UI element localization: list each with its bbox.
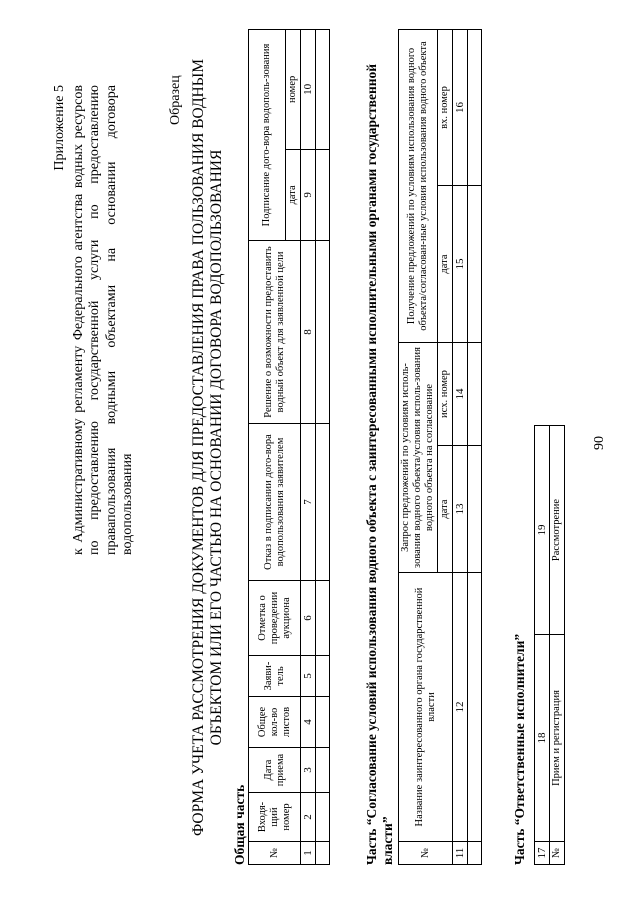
col-no: № xyxy=(550,842,565,865)
col-request: Запрос предложений по условиям исполь-зования водного объекта/условия исполь-зования водного объекта на согласование xyxy=(399,343,438,573)
col-number: 15 xyxy=(453,186,468,343)
empty-cell xyxy=(316,581,330,656)
form-title-line-1: ФОРМА УЧЕТА РАССМОТРЕНИЯ ДОКУМЕНТОВ ДЛЯ ПРЕДОСТАВЛЕНИЯ ПРАВА ПОЛЬЗОВАНИЯ ВОДНЫМ xyxy=(190,58,207,837)
col-number: 6 xyxy=(301,581,316,656)
col-date-received: Дата приема xyxy=(249,748,301,793)
col-no: № xyxy=(249,842,301,865)
col-number: 1 xyxy=(301,842,316,865)
form-title-line-2: ОБЪЕКТОМ ИЛИ ЕГО ЧАСТЬЮ НА ОСНОВАНИИ ДОГОВОРА ВОДОПОЛЬЗОВАНИЯ xyxy=(208,149,225,746)
col-receipt-date: дата xyxy=(438,186,453,343)
col-number: 12 xyxy=(453,573,468,842)
col-number: 4 xyxy=(301,697,316,748)
col-incoming: Входя-щий номер xyxy=(249,793,301,842)
appendix-block xyxy=(52,85,137,555)
col-number: 7 xyxy=(301,424,316,581)
empty-cell xyxy=(468,573,482,842)
general-section-title: Общая часть xyxy=(232,784,247,865)
col-review: Рассмотрение xyxy=(550,426,565,635)
col-number: 3 xyxy=(301,748,316,793)
col-intake: Прием и регистрация xyxy=(550,635,565,842)
col-request-out-number: исх. номер xyxy=(438,343,453,446)
appendix-body: к Административному регламенту Федерального агентства водных ресурсов по предоставлению государственной услуги по предоставлению правапользования водными объектами на основании договора водопользования xyxy=(70,85,135,555)
appendix-title: Приложение 5 xyxy=(52,85,67,171)
col-authority: Название заинтересованного органа государственной власти xyxy=(399,573,453,842)
col-number: 19 xyxy=(535,426,550,635)
col-number: 18 xyxy=(535,635,550,842)
empty-cell xyxy=(316,656,330,697)
col-decision: Решение о возможности предоставить водный объект для заявленной цели xyxy=(249,241,301,424)
executors-table xyxy=(534,425,565,865)
col-refusal: Отказ в подписании дого-вора водопользования заявителем xyxy=(249,424,301,581)
page-number: 90 xyxy=(592,436,607,450)
empty-cell xyxy=(316,793,330,842)
empty-cell xyxy=(316,842,330,865)
empty-cell xyxy=(468,186,482,343)
col-number: 17 xyxy=(535,842,550,865)
col-receipt-in-number: вх. номер xyxy=(438,30,453,186)
empty-cell xyxy=(316,30,330,150)
col-number: 10 xyxy=(301,30,316,150)
col-number: 8 xyxy=(301,241,316,424)
executors-section-title: Часть “Ответственные исполнители” xyxy=(512,633,527,865)
empty-cell xyxy=(316,697,330,748)
empty-cell xyxy=(468,30,482,186)
coordination-section-title: Часть “Согласование условий использования водного объекта с заинтересованными исполнительными органами государственной власти” xyxy=(364,63,395,865)
col-no: № xyxy=(399,842,453,865)
col-signing-number: номер xyxy=(286,30,301,150)
empty-cell xyxy=(316,424,330,581)
col-applicant: Заяви-тель xyxy=(249,656,301,697)
col-number: 5 xyxy=(301,656,316,697)
col-signing: Подписание дого-вора водополь-зования xyxy=(249,30,286,241)
sample-label: Образец xyxy=(168,75,183,125)
col-number: 11 xyxy=(453,842,468,865)
empty-cell xyxy=(316,241,330,424)
empty-cell xyxy=(468,446,482,573)
empty-cell xyxy=(468,842,482,865)
col-number: 14 xyxy=(453,343,468,446)
general-table xyxy=(248,29,330,865)
col-number: 2 xyxy=(301,793,316,842)
form-title xyxy=(190,30,226,865)
empty-cell xyxy=(316,748,330,793)
empty-cell xyxy=(316,149,330,240)
col-number: 9 xyxy=(301,149,316,240)
col-number: 16 xyxy=(453,30,468,186)
col-request-date: дата xyxy=(438,446,453,573)
col-receipt: Получение предложений по условиям использования водного объекта/согласован-ные условия использования водного объекта xyxy=(399,30,438,343)
col-number: 13 xyxy=(453,446,468,573)
col-signing-date: дата xyxy=(286,149,301,240)
col-sheets: Общее кол-во листов xyxy=(249,697,301,748)
col-auction: Отметка о проведении аукциона xyxy=(249,581,301,656)
empty-cell xyxy=(468,343,482,446)
coordination-table xyxy=(398,29,482,865)
